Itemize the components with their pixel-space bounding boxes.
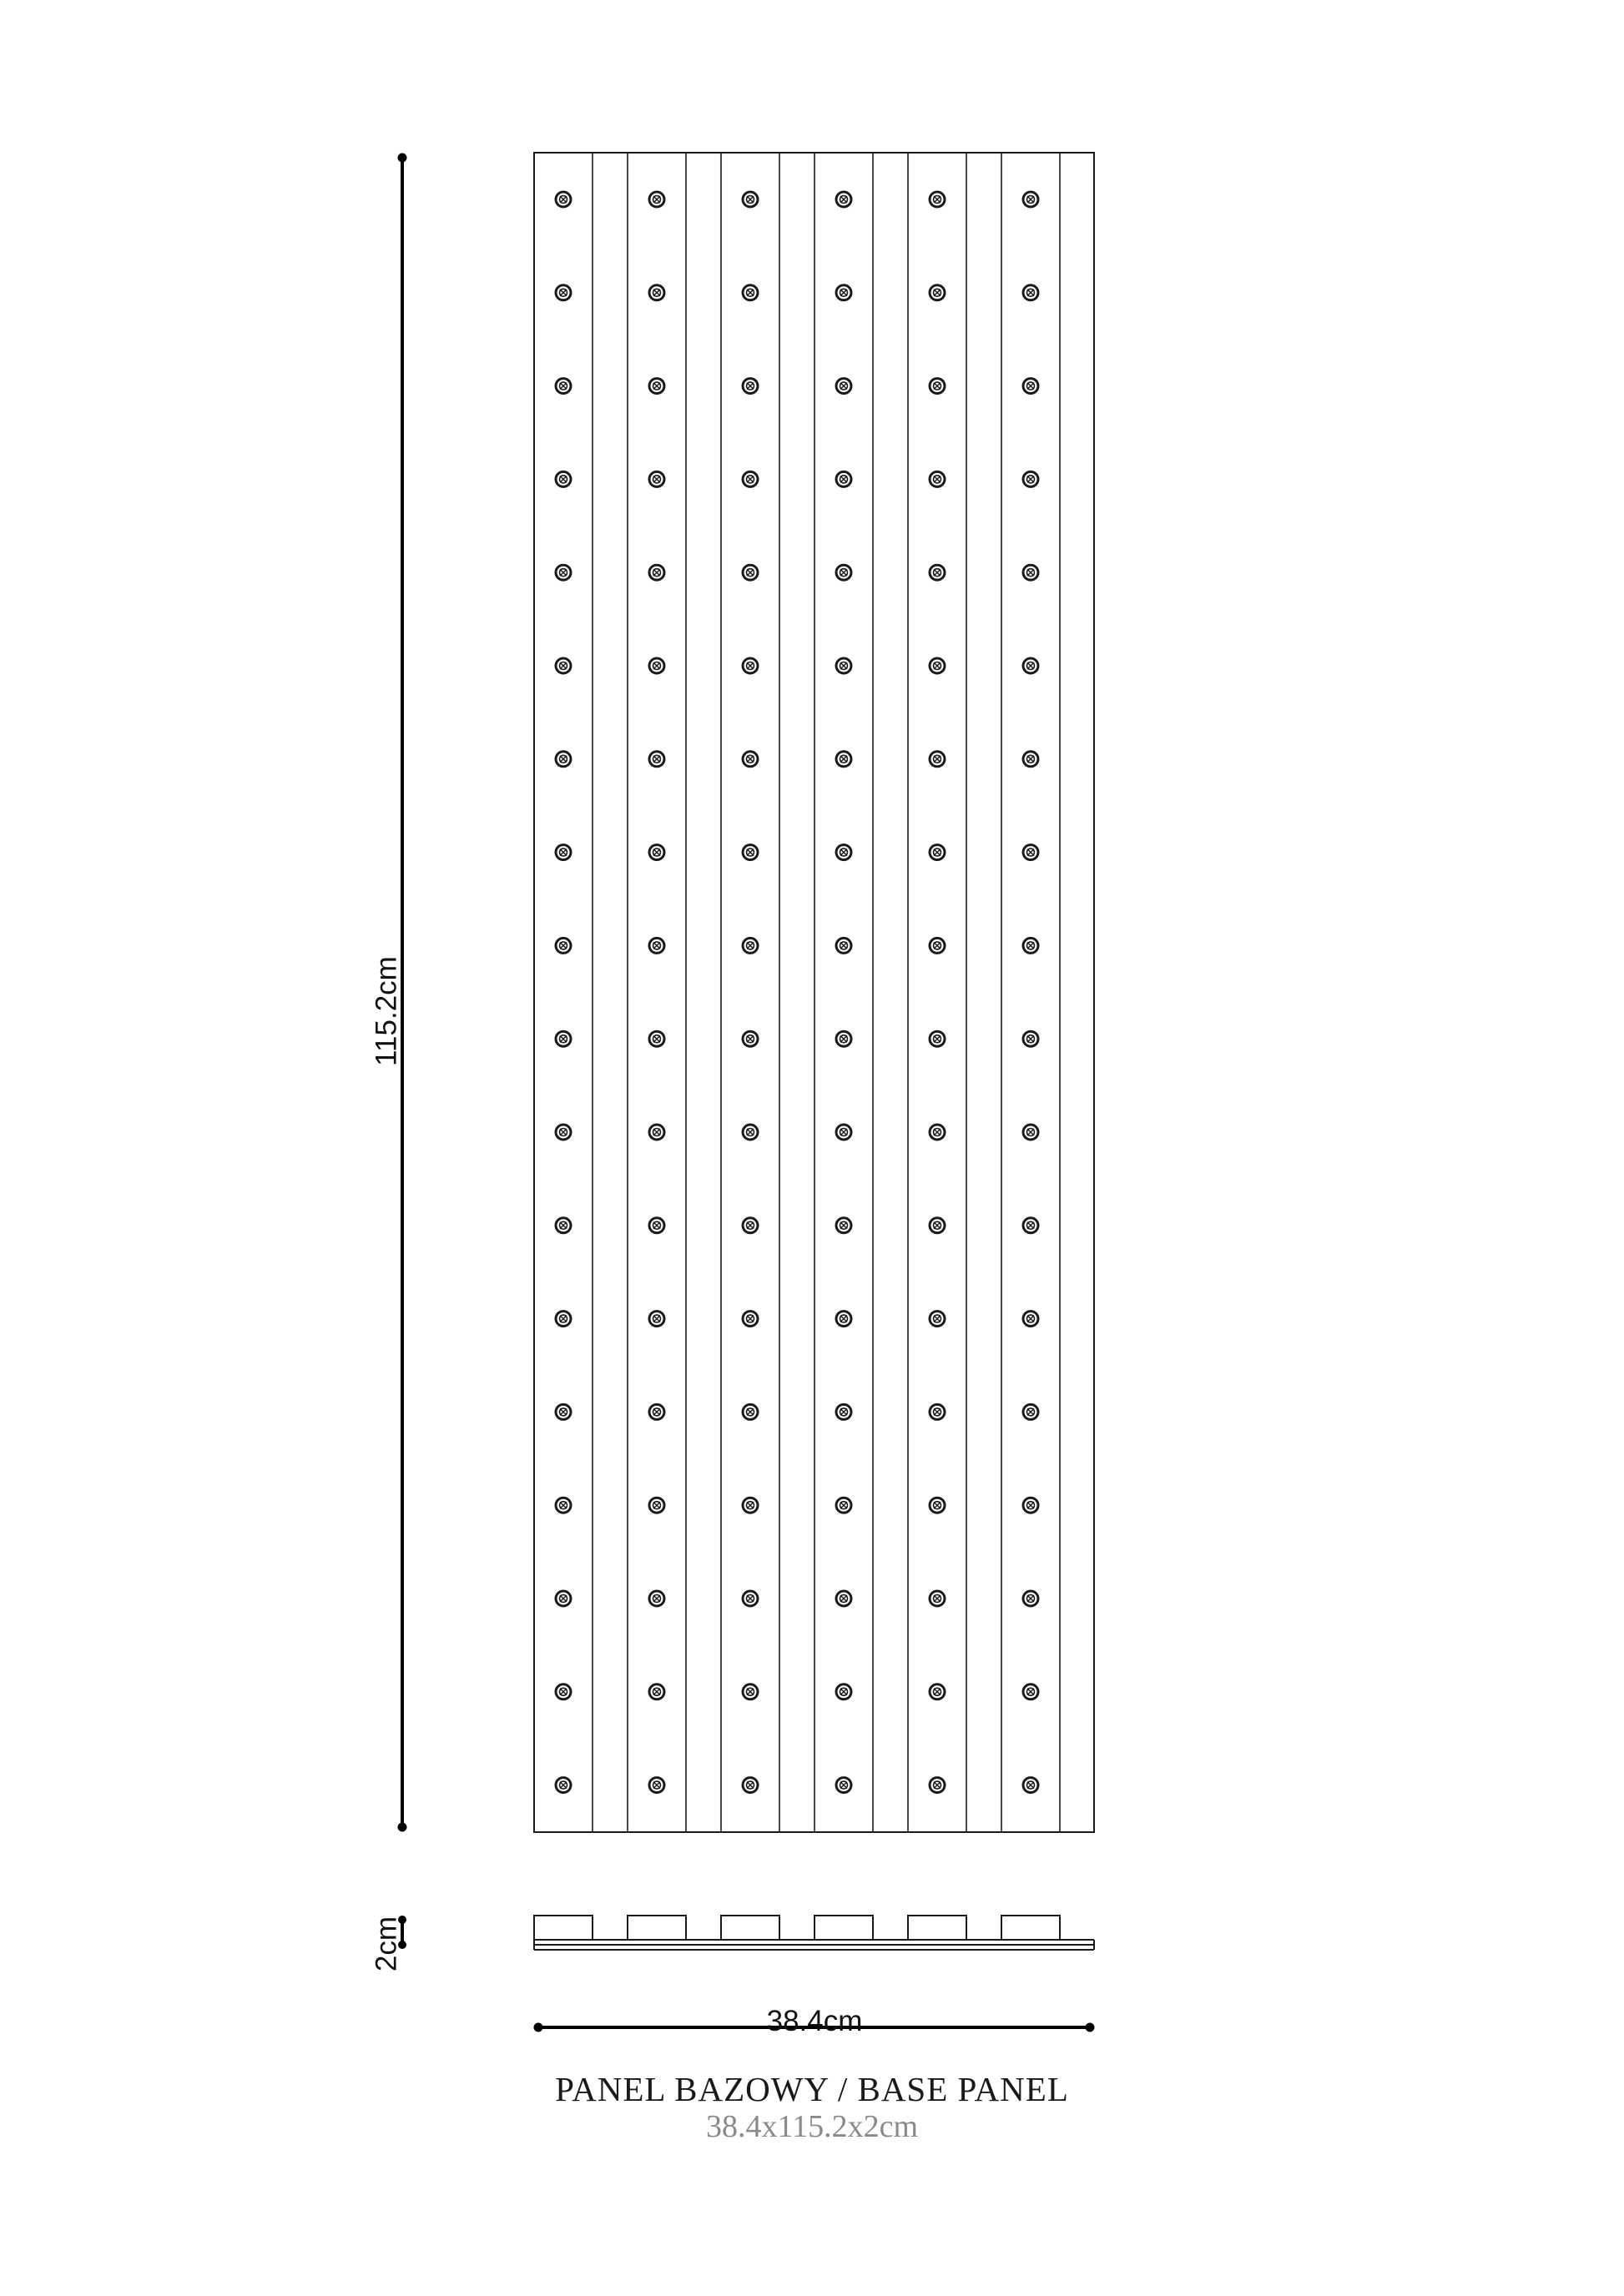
peg-hole-icon — [836, 1218, 851, 1233]
peg-hole-icon — [1023, 845, 1038, 860]
panel-side-view — [534, 1940, 1094, 1950]
peg-hole-icon — [556, 1591, 571, 1606]
peg-hole-icon — [743, 845, 758, 860]
peg-hole-icon — [1023, 1218, 1038, 1233]
peg-hole-icon — [930, 845, 945, 860]
peg-hole-icon — [1023, 1591, 1038, 1606]
peg-hole-icon — [836, 1125, 851, 1140]
panel-dimensions-caption: 38.4x115.2x2cm — [705, 2109, 918, 2144]
peg-hole-icon — [556, 1404, 571, 1419]
peg-hole-icon — [1023, 1031, 1038, 1046]
side-view-slat — [534, 1916, 593, 1940]
peg-hole-icon — [649, 845, 664, 860]
peg-hole-icon — [836, 1778, 851, 1793]
peg-hole-icon — [1023, 1498, 1038, 1513]
thickness-dimension-label: 2cm — [370, 1916, 403, 1972]
peg-hole-icon — [836, 1312, 851, 1327]
peg-hole-icon — [556, 192, 571, 207]
peg-hole-icon — [836, 379, 851, 394]
peg-hole-icon — [836, 1591, 851, 1606]
side-view-slat — [1001, 1916, 1060, 1940]
peg-hole-icon — [836, 752, 851, 767]
peg-hole-icon — [1023, 1312, 1038, 1327]
peg-hole-icon — [556, 1778, 571, 1793]
peg-hole-icon — [743, 565, 758, 580]
peg-hole-icon — [930, 1591, 945, 1606]
peg-hole-icon — [930, 1778, 945, 1793]
peg-hole-icon — [556, 1684, 571, 1699]
peg-hole-icon — [649, 1498, 664, 1513]
peg-hole-icon — [930, 1404, 945, 1419]
peg-hole-icon — [556, 1312, 571, 1327]
peg-hole-icon — [836, 1684, 851, 1699]
peg-hole-icon — [649, 192, 664, 207]
peg-hole-icon — [556, 565, 571, 580]
peg-hole-icon — [649, 1404, 664, 1419]
peg-hole-icon — [930, 471, 945, 486]
peg-hole-icon — [836, 1404, 851, 1419]
peg-hole-icon — [743, 379, 758, 394]
peg-hole-icon — [649, 1778, 664, 1793]
peg-hole-icon — [1023, 285, 1038, 300]
peg-hole-icon — [649, 565, 664, 580]
peg-hole-icon — [930, 285, 945, 300]
peg-hole-icon — [836, 1031, 851, 1046]
peg-hole-icon — [1023, 192, 1038, 207]
peg-hole-icon — [743, 1031, 758, 1046]
peg-hole-icon — [743, 1312, 758, 1327]
peg-hole-icon — [1023, 752, 1038, 767]
peg-hole-icon — [556, 752, 571, 767]
peg-hole-icon — [649, 1684, 664, 1699]
peg-hole-icon — [930, 192, 945, 207]
peg-hole-icon — [743, 1125, 758, 1140]
peg-hole-icon — [930, 565, 945, 580]
peg-hole-icon — [649, 1125, 664, 1140]
peg-hole-icon — [743, 658, 758, 673]
peg-hole-icon — [930, 1031, 945, 1046]
peg-hole-icon — [836, 845, 851, 860]
peg-hole-icon — [743, 1684, 758, 1699]
peg-hole-icon — [930, 752, 945, 767]
peg-hole-icon — [743, 471, 758, 486]
peg-hole-icon — [556, 471, 571, 486]
peg-hole-icon — [556, 379, 571, 394]
peg-hole-icon — [1023, 565, 1038, 580]
peg-hole-icon — [836, 938, 851, 953]
peg-hole-icon — [743, 1591, 758, 1606]
peg-hole-icon — [556, 658, 571, 673]
peg-hole-icon — [649, 1031, 664, 1046]
peg-hole-icon — [836, 658, 851, 673]
peg-hole-icon — [836, 565, 851, 580]
peg-hole-icon — [836, 1498, 851, 1513]
peg-hole-icon — [649, 938, 664, 953]
side-view-slat — [815, 1916, 873, 1940]
peg-hole-icon — [743, 1498, 758, 1513]
peg-hole-icon — [743, 938, 758, 953]
peg-hole-icon — [556, 1125, 571, 1140]
peg-hole-icon — [649, 752, 664, 767]
peg-hole-icon — [930, 1125, 945, 1140]
peg-hole-icon — [930, 379, 945, 394]
peg-hole-icon — [649, 471, 664, 486]
peg-hole-icon — [930, 1218, 945, 1233]
peg-hole-icon — [743, 192, 758, 207]
peg-hole-icon — [836, 285, 851, 300]
side-view-slat — [908, 1916, 966, 1940]
peg-hole-icon — [930, 938, 945, 953]
peg-hole-icon — [556, 845, 571, 860]
peg-hole-icon — [743, 1404, 758, 1419]
peg-hole-icon — [743, 752, 758, 767]
peg-hole-icon — [743, 285, 758, 300]
peg-hole-icon — [649, 1591, 664, 1606]
peg-hole-icon — [1023, 1125, 1038, 1140]
height-dimension-label: 115.2cm — [370, 956, 403, 1066]
peg-hole-icon — [1023, 1404, 1038, 1419]
peg-hole-icon — [1023, 938, 1038, 953]
peg-hole-icon — [649, 1218, 664, 1233]
peg-hole-icon — [1023, 471, 1038, 486]
peg-hole-icon — [1023, 1684, 1038, 1699]
peg-hole-icon — [556, 1218, 571, 1233]
peg-hole-icon — [930, 1498, 945, 1513]
peg-hole-icon — [649, 379, 664, 394]
side-view-slat — [721, 1916, 779, 1940]
peg-hole-icon — [743, 1778, 758, 1793]
side-view-slat — [628, 1916, 686, 1940]
panel-slat-lines — [593, 153, 1060, 1832]
peg-hole-icon — [930, 1312, 945, 1327]
peg-hole-icon — [556, 1031, 571, 1046]
peg-hole-icon — [930, 658, 945, 673]
peg-hole-icon — [1023, 658, 1038, 673]
side-view-slats — [534, 1916, 1060, 1940]
peg-hole-icon — [836, 471, 851, 486]
peg-hole-icon — [649, 285, 664, 300]
peg-hole-icon — [743, 1218, 758, 1233]
peg-hole-icon — [930, 1684, 945, 1699]
peg-hole-icon — [836, 192, 851, 207]
panel-title: PANEL BAZOWY / BASE PANEL — [555, 2070, 1069, 2108]
peg-hole-icon — [556, 1498, 571, 1513]
width-dimension-label: 38.4cm — [766, 2005, 863, 2037]
peg-hole-icon — [556, 285, 571, 300]
peg-hole-icon — [649, 658, 664, 673]
peg-hole-icon — [1023, 379, 1038, 394]
peg-hole-icon — [556, 938, 571, 953]
peg-hole-icon — [649, 1312, 664, 1327]
peg-hole-icon — [1023, 1778, 1038, 1793]
